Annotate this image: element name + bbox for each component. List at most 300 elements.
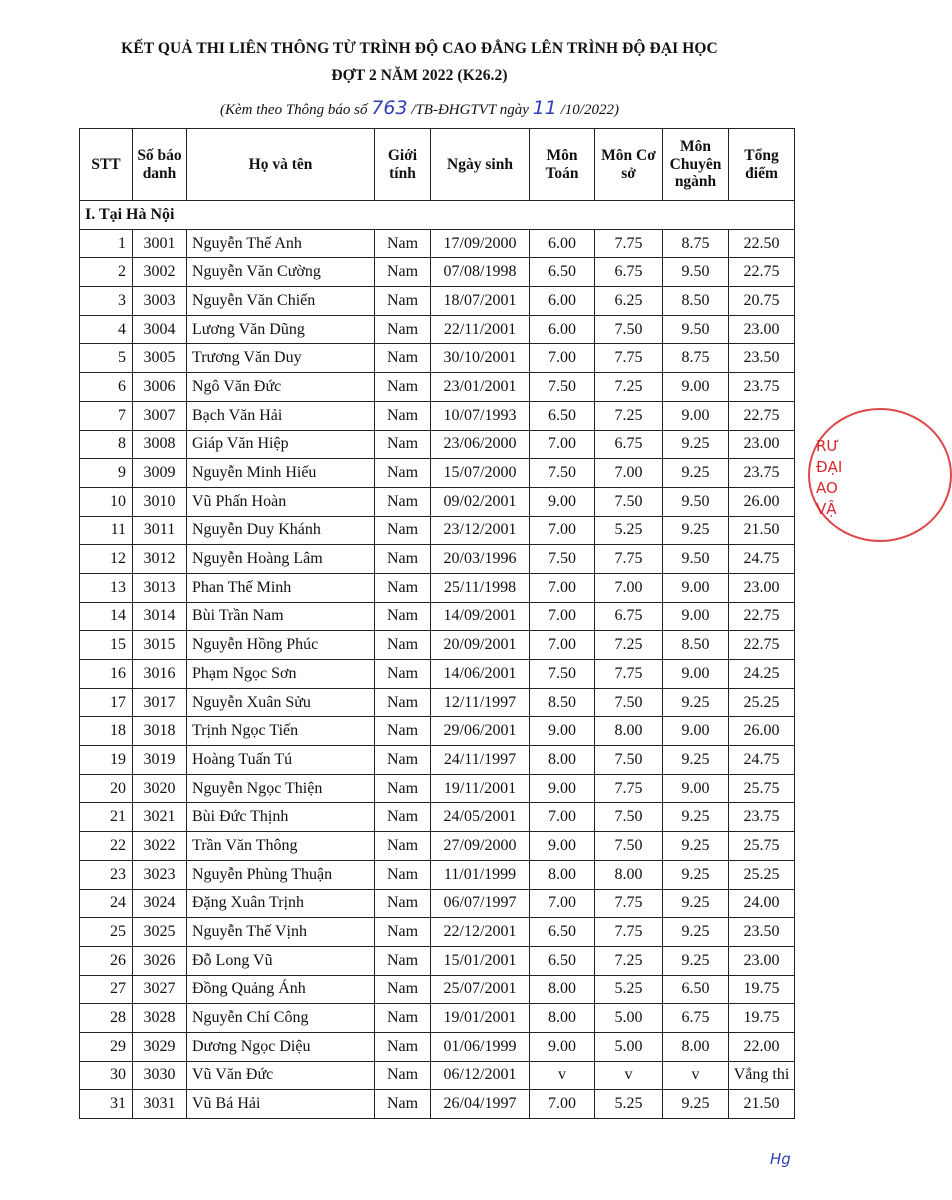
stt-cell: 27 <box>80 975 133 1004</box>
table-row <box>80 860 795 889</box>
name-cell: Nguyễn Phùng Thuận <box>187 860 375 889</box>
foundation-score-cell: 6.25 <box>595 287 663 316</box>
math-score-cell: 7.50 <box>530 660 595 689</box>
specialized-score-cell: 9.00 <box>663 401 729 430</box>
stt-cell: 30 <box>80 1061 133 1090</box>
foundation-score-cell: 7.50 <box>595 746 663 775</box>
candidate-number-cell: 3011 <box>133 516 187 545</box>
candidate-number-cell: 3019 <box>133 746 187 775</box>
table-row <box>80 315 795 344</box>
stamp-line: ĐẠI <box>816 458 843 476</box>
math-score-cell: 7.00 <box>530 516 595 545</box>
table-row <box>80 832 795 861</box>
stt-cell: 3 <box>80 287 133 316</box>
foundation-score-cell: 7.50 <box>595 803 663 832</box>
stt-cell: 12 <box>80 545 133 574</box>
stt-cell: 6 <box>80 373 133 402</box>
foundation-score-cell: 7.50 <box>595 315 663 344</box>
math-score-cell: 6.00 <box>530 229 595 258</box>
gender-cell: Nam <box>375 315 431 344</box>
candidate-number-cell: 3003 <box>133 287 187 316</box>
candidate-number-cell: 3001 <box>133 229 187 258</box>
table-row <box>80 803 795 832</box>
stt-cell: 1 <box>80 229 133 258</box>
name-cell: Bạch Văn Hải <box>187 401 375 430</box>
specialized-score-cell: 9.25 <box>663 516 729 545</box>
stt-cell: 29 <box>80 1032 133 1061</box>
table-row <box>80 602 795 631</box>
table-row <box>80 1061 795 1090</box>
foundation-score-cell: 6.75 <box>595 258 663 287</box>
name-cell: Đỗ Long Vũ <box>187 946 375 975</box>
name-cell: Giáp Văn Hiệp <box>187 430 375 459</box>
table-header-row <box>80 129 795 201</box>
math-score-cell: 7.00 <box>530 803 595 832</box>
total-score-cell: 24.25 <box>729 660 795 689</box>
birth-date-cell: 24/11/1997 <box>431 746 530 775</box>
stt-cell: 2 <box>80 258 133 287</box>
total-score-cell: 23.75 <box>729 803 795 832</box>
math-score-cell: 7.00 <box>530 889 595 918</box>
name-cell: Nguyễn Thế Anh <box>187 229 375 258</box>
birth-date-cell: 14/09/2001 <box>431 602 530 631</box>
results-table <box>79 128 795 1119</box>
math-score-cell: 8.50 <box>530 688 595 717</box>
total-score-cell: 22.00 <box>729 1032 795 1061</box>
gender-cell: Nam <box>375 573 431 602</box>
gender-cell: Nam <box>375 717 431 746</box>
total-score-cell: 26.00 <box>729 487 795 516</box>
candidate-number-cell: 3008 <box>133 430 187 459</box>
table-row <box>80 774 795 803</box>
table-row <box>80 373 795 402</box>
specialized-score-cell: 9.50 <box>663 315 729 344</box>
foundation-score-cell: v <box>595 1061 663 1090</box>
specialized-score-cell: 9.00 <box>663 717 729 746</box>
specialized-score-cell: 9.00 <box>663 573 729 602</box>
gender-cell: Nam <box>375 746 431 775</box>
math-score-cell: 6.00 <box>530 315 595 344</box>
candidate-number-cell: 3026 <box>133 946 187 975</box>
specialized-score-cell: 8.50 <box>663 631 729 660</box>
foundation-score-cell: 7.25 <box>595 631 663 660</box>
candidate-number-cell: 3016 <box>133 660 187 689</box>
specialized-score-cell: 9.50 <box>663 258 729 287</box>
candidate-number-cell: 3022 <box>133 832 187 861</box>
total-score-cell: 21.50 <box>729 516 795 545</box>
specialized-score-cell: 9.25 <box>663 803 729 832</box>
candidate-number-cell: 3005 <box>133 344 187 373</box>
foundation-score-cell: 7.75 <box>595 344 663 373</box>
candidate-number-cell: 3031 <box>133 1090 187 1119</box>
gender-cell: Nam <box>375 373 431 402</box>
name-cell: Phan Thế Minh <box>187 573 375 602</box>
foundation-score-cell: 7.75 <box>595 918 663 947</box>
stt-cell: 31 <box>80 1090 133 1119</box>
column-header-stt: STT <box>80 129 133 201</box>
stamp-line: RƯ <box>816 437 840 455</box>
handwritten-initials: Hg <box>770 1150 791 1168</box>
foundation-score-cell: 7.00 <box>595 573 663 602</box>
total-score-cell: 25.75 <box>729 832 795 861</box>
name-cell: Bùi Đức Thịnh <box>187 803 375 832</box>
birth-date-cell: 23/06/2000 <box>431 430 530 459</box>
birth-date-cell: 12/11/1997 <box>431 688 530 717</box>
stt-cell: 21 <box>80 803 133 832</box>
name-cell: Trần Văn Thông <box>187 832 375 861</box>
gender-cell: Nam <box>375 258 431 287</box>
name-cell: Nguyễn Văn Chiến <box>187 287 375 316</box>
specialized-score-cell: 9.00 <box>663 602 729 631</box>
stt-cell: 8 <box>80 430 133 459</box>
candidate-number-cell: 3007 <box>133 401 187 430</box>
notice-suffix: /10/2022) <box>556 102 619 118</box>
math-score-cell: 6.00 <box>530 287 595 316</box>
gender-cell: Nam <box>375 459 431 488</box>
specialized-score-cell: 9.00 <box>663 774 729 803</box>
foundation-score-cell: 7.50 <box>595 832 663 861</box>
name-cell: Hoàng Tuấn Tú <box>187 746 375 775</box>
math-score-cell: 7.00 <box>530 573 595 602</box>
specialized-score-cell: 6.75 <box>663 1004 729 1033</box>
birth-date-cell: 24/05/2001 <box>431 803 530 832</box>
foundation-score-cell: 5.25 <box>595 1090 663 1119</box>
table-row <box>80 631 795 660</box>
stt-cell: 10 <box>80 487 133 516</box>
stt-cell: 19 <box>80 746 133 775</box>
foundation-score-cell: 7.00 <box>595 459 663 488</box>
candidate-number-cell: 3030 <box>133 1061 187 1090</box>
name-cell: Ngô Văn Đức <box>187 373 375 402</box>
table-row <box>80 401 795 430</box>
math-score-cell: 6.50 <box>530 258 595 287</box>
math-score-cell: v <box>530 1061 595 1090</box>
birth-date-cell: 01/06/1999 <box>431 1032 530 1061</box>
stt-cell: 4 <box>80 315 133 344</box>
foundation-score-cell: 5.25 <box>595 516 663 545</box>
total-score-cell: 21.50 <box>729 1090 795 1119</box>
table-row <box>80 573 795 602</box>
table-row <box>80 1090 795 1119</box>
birth-date-cell: 15/07/2000 <box>431 459 530 488</box>
gender-cell: Nam <box>375 975 431 1004</box>
birth-date-cell: 23/12/2001 <box>431 516 530 545</box>
candidate-number-cell: 3013 <box>133 573 187 602</box>
candidate-number-cell: 3004 <box>133 315 187 344</box>
specialized-score-cell: 8.75 <box>663 344 729 373</box>
table-row <box>80 889 795 918</box>
candidate-number-cell: 3021 <box>133 803 187 832</box>
stt-cell: 15 <box>80 631 133 660</box>
total-score-cell: 24.75 <box>729 545 795 574</box>
name-cell: Nguyễn Duy Khánh <box>187 516 375 545</box>
gender-cell: Nam <box>375 946 431 975</box>
foundation-score-cell: 6.75 <box>595 602 663 631</box>
math-score-cell: 7.00 <box>530 344 595 373</box>
total-score-cell: 24.00 <box>729 889 795 918</box>
specialized-score-cell: 8.00 <box>663 1032 729 1061</box>
total-score-cell: 26.00 <box>729 717 795 746</box>
math-score-cell: 7.50 <box>530 373 595 402</box>
candidate-number-cell: 3006 <box>133 373 187 402</box>
table-row <box>80 459 795 488</box>
total-score-cell: 22.75 <box>729 602 795 631</box>
stt-cell: 25 <box>80 918 133 947</box>
gender-cell: Nam <box>375 602 431 631</box>
total-score-cell: 23.00 <box>729 430 795 459</box>
birth-date-cell: 19/01/2001 <box>431 1004 530 1033</box>
gender-cell: Nam <box>375 430 431 459</box>
foundation-score-cell: 5.00 <box>595 1032 663 1061</box>
foundation-score-cell: 7.50 <box>595 688 663 717</box>
candidate-number-cell: 3017 <box>133 688 187 717</box>
gender-cell: Nam <box>375 832 431 861</box>
math-score-cell: 7.00 <box>530 602 595 631</box>
total-score-cell: 23.00 <box>729 315 795 344</box>
table-row <box>80 746 795 775</box>
stt-cell: 20 <box>80 774 133 803</box>
table-row <box>80 344 795 373</box>
column-header-candidate-number: Số báo danh <box>133 129 187 201</box>
candidate-number-cell: 3023 <box>133 860 187 889</box>
gender-cell: Nam <box>375 631 431 660</box>
table-row <box>80 975 795 1004</box>
table-row <box>80 430 795 459</box>
birth-date-cell: 22/11/2001 <box>431 315 530 344</box>
stt-cell: 5 <box>80 344 133 373</box>
column-header-gender: Giới tính <box>375 129 431 201</box>
specialized-score-cell: 9.25 <box>663 746 729 775</box>
name-cell: Nguyễn Thế Vịnh <box>187 918 375 947</box>
notice-middle: /TB-ĐHGTVT ngày <box>407 102 533 118</box>
candidate-number-cell: 3014 <box>133 602 187 631</box>
gender-cell: Nam <box>375 401 431 430</box>
total-score-cell: 24.75 <box>729 746 795 775</box>
table-row <box>80 287 795 316</box>
notice-prefix: (Kèm theo Thông báo số <box>220 102 372 118</box>
name-cell: Vũ Văn Đức <box>187 1061 375 1090</box>
total-score-cell: 23.50 <box>729 918 795 947</box>
specialized-score-cell: 8.75 <box>663 229 729 258</box>
gender-cell: Nam <box>375 1090 431 1119</box>
name-cell: Nguyễn Văn Cường <box>187 258 375 287</box>
foundation-score-cell: 8.00 <box>595 717 663 746</box>
column-header-birth-date: Ngày sinh <box>431 129 530 201</box>
specialized-score-cell: 9.25 <box>663 860 729 889</box>
math-score-cell: 8.00 <box>530 746 595 775</box>
specialized-score-cell: 9.25 <box>663 889 729 918</box>
birth-date-cell: 30/10/2001 <box>431 344 530 373</box>
birth-date-cell: 29/06/2001 <box>431 717 530 746</box>
specialized-score-cell: 9.25 <box>663 430 729 459</box>
stt-cell: 16 <box>80 660 133 689</box>
table-row <box>80 717 795 746</box>
math-score-cell: 8.00 <box>530 860 595 889</box>
total-score-cell: 25.75 <box>729 774 795 803</box>
candidate-number-cell: 3027 <box>133 975 187 1004</box>
notice-reference <box>0 97 839 119</box>
name-cell: Bùi Trần Nam <box>187 602 375 631</box>
foundation-score-cell: 7.75 <box>595 660 663 689</box>
official-stamp <box>800 400 870 550</box>
math-score-cell: 9.00 <box>530 1032 595 1061</box>
name-cell: Nguyễn Hoàng Lâm <box>187 545 375 574</box>
stt-cell: 17 <box>80 688 133 717</box>
table-row <box>80 918 795 947</box>
stt-cell: 18 <box>80 717 133 746</box>
gender-cell: Nam <box>375 803 431 832</box>
birth-date-cell: 23/01/2001 <box>431 373 530 402</box>
total-score-cell: 23.00 <box>729 946 795 975</box>
foundation-score-cell: 6.75 <box>595 430 663 459</box>
candidate-number-cell: 3009 <box>133 459 187 488</box>
table-row <box>80 545 795 574</box>
gender-cell: Nam <box>375 889 431 918</box>
total-score-cell: 25.25 <box>729 688 795 717</box>
candidate-number-cell: 3002 <box>133 258 187 287</box>
candidate-number-cell: 3015 <box>133 631 187 660</box>
stt-cell: 23 <box>80 860 133 889</box>
gender-cell: Nam <box>375 229 431 258</box>
column-header-specialized: Môn Chuyên ngành <box>663 129 729 201</box>
stt-cell: 14 <box>80 602 133 631</box>
birth-date-cell: 17/09/2000 <box>431 229 530 258</box>
table-row <box>80 1032 795 1061</box>
specialized-score-cell: 8.50 <box>663 287 729 316</box>
table-row <box>80 258 795 287</box>
specialized-score-cell: 6.50 <box>663 975 729 1004</box>
foundation-score-cell: 7.25 <box>595 373 663 402</box>
specialized-score-cell: 9.00 <box>663 660 729 689</box>
candidate-number-cell: 3012 <box>133 545 187 574</box>
name-cell: Lương Văn Dũng <box>187 315 375 344</box>
foundation-score-cell: 7.25 <box>595 401 663 430</box>
birth-date-cell: 27/09/2000 <box>431 832 530 861</box>
total-score-cell: 22.75 <box>729 258 795 287</box>
name-cell: Trịnh Ngọc Tiến <box>187 717 375 746</box>
column-header-math: Môn Toán <box>530 129 595 201</box>
total-score-cell: Vắng thi <box>729 1061 795 1090</box>
birth-date-cell: 15/01/2001 <box>431 946 530 975</box>
table-row <box>80 688 795 717</box>
stt-cell: 28 <box>80 1004 133 1033</box>
foundation-score-cell: 5.00 <box>595 1004 663 1033</box>
name-cell: Dương Ngọc Diệu <box>187 1032 375 1061</box>
birth-date-cell: 20/09/2001 <box>431 631 530 660</box>
math-score-cell: 6.50 <box>530 918 595 947</box>
column-header-foundation: Môn Cơ sở <box>595 129 663 201</box>
stt-cell: 22 <box>80 832 133 861</box>
table-row <box>80 946 795 975</box>
candidate-number-cell: 3029 <box>133 1032 187 1061</box>
foundation-score-cell: 7.25 <box>595 946 663 975</box>
table-row <box>80 516 795 545</box>
specialized-score-cell: 9.25 <box>663 918 729 947</box>
specialized-score-cell: 9.50 <box>663 487 729 516</box>
birth-date-cell: 06/07/1997 <box>431 889 530 918</box>
document-title: KẾT QUẢ THI LIÊN THÔNG TỪ TRÌNH ĐỘ CAO ĐẲNG LÊN TRÌNH ĐỘ ĐẠI HỌC <box>121 40 718 57</box>
gender-cell: Nam <box>375 287 431 316</box>
birth-date-cell: 14/06/2001 <box>431 660 530 689</box>
birth-date-cell: 06/12/2001 <box>431 1061 530 1090</box>
total-score-cell: 22.50 <box>729 229 795 258</box>
gender-cell: Nam <box>375 487 431 516</box>
birth-date-cell: 11/01/1999 <box>431 860 530 889</box>
stt-cell: 7 <box>80 401 133 430</box>
math-score-cell: 7.00 <box>530 631 595 660</box>
gender-cell: Nam <box>375 660 431 689</box>
candidate-number-cell: 3028 <box>133 1004 187 1033</box>
name-cell: Trương Văn Duy <box>187 344 375 373</box>
total-score-cell: 19.75 <box>729 975 795 1004</box>
math-score-cell: 9.00 <box>530 717 595 746</box>
math-score-cell: 6.50 <box>530 946 595 975</box>
stamp-text <box>816 436 842 520</box>
candidate-number-cell: 3024 <box>133 889 187 918</box>
math-score-cell: 7.50 <box>530 459 595 488</box>
candidate-number-cell: 3018 <box>133 717 187 746</box>
total-score-cell: 20.75 <box>729 287 795 316</box>
table-row <box>80 229 795 258</box>
name-cell: Đặng Xuân Trịnh <box>187 889 375 918</box>
stt-cell: 9 <box>80 459 133 488</box>
gender-cell: Nam <box>375 1032 431 1061</box>
table-row <box>80 660 795 689</box>
math-score-cell: 9.00 <box>530 774 595 803</box>
birth-date-cell: 19/11/2001 <box>431 774 530 803</box>
math-score-cell: 9.00 <box>530 832 595 861</box>
gender-cell: Nam <box>375 1061 431 1090</box>
name-cell: Nguyễn Ngọc Thiện <box>187 774 375 803</box>
stt-cell: 11 <box>80 516 133 545</box>
stt-cell: 13 <box>80 573 133 602</box>
gender-cell: Nam <box>375 918 431 947</box>
notice-number: 763 <box>371 97 408 119</box>
gender-cell: Nam <box>375 516 431 545</box>
specialized-score-cell: 9.25 <box>663 832 729 861</box>
total-score-cell: 23.75 <box>729 373 795 402</box>
foundation-score-cell: 7.75 <box>595 229 663 258</box>
stamp-line: VẬ <box>816 500 837 518</box>
birth-date-cell: 22/12/2001 <box>431 918 530 947</box>
candidate-number-cell: 3025 <box>133 918 187 947</box>
math-score-cell: 7.50 <box>530 545 595 574</box>
math-score-cell: 9.00 <box>530 487 595 516</box>
math-score-cell: 7.00 <box>530 1090 595 1119</box>
gender-cell: Nam <box>375 774 431 803</box>
specialized-score-cell: 9.00 <box>663 373 729 402</box>
foundation-score-cell: 7.50 <box>595 487 663 516</box>
total-score-cell: 25.25 <box>729 860 795 889</box>
math-score-cell: 7.00 <box>530 430 595 459</box>
name-cell: Đồng Quảng Ánh <box>187 975 375 1004</box>
stt-cell: 26 <box>80 946 133 975</box>
specialized-score-cell: 9.50 <box>663 545 729 574</box>
birth-date-cell: 20/03/1996 <box>431 545 530 574</box>
math-score-cell: 8.00 <box>530 1004 595 1033</box>
gender-cell: Nam <box>375 344 431 373</box>
table-row <box>80 487 795 516</box>
name-cell: Nguyễn Hồng Phúc <box>187 631 375 660</box>
specialized-score-cell: 9.25 <box>663 946 729 975</box>
foundation-score-cell: 7.75 <box>595 774 663 803</box>
gender-cell: Nam <box>375 1004 431 1033</box>
birth-date-cell: 25/07/2001 <box>431 975 530 1004</box>
section-row <box>80 201 795 230</box>
document-subtitle: ĐỢT 2 NĂM 2022 (K26.2) <box>331 67 508 84</box>
birth-date-cell: 07/08/1998 <box>431 258 530 287</box>
total-score-cell: 22.75 <box>729 401 795 430</box>
